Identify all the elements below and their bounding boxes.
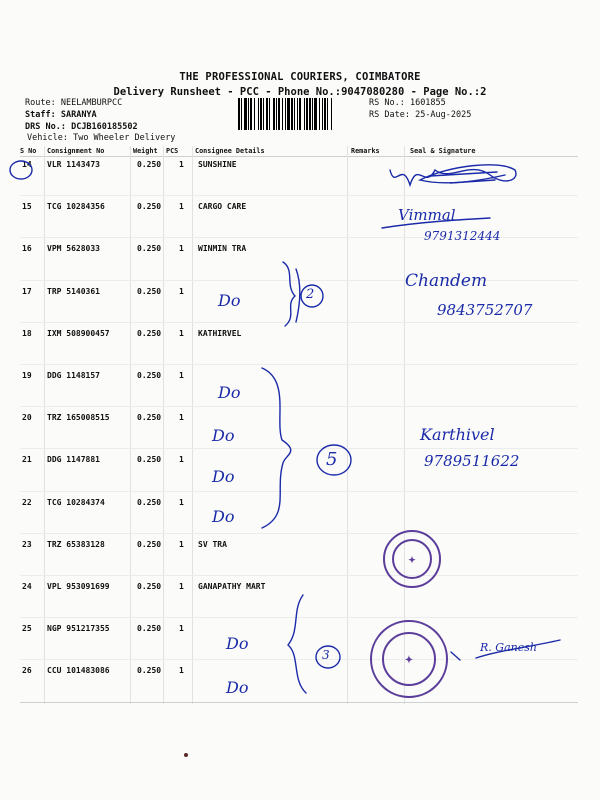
- cell-pcs: 1: [179, 539, 184, 549]
- barcode-bar: [287, 98, 290, 130]
- barcode-bar: [254, 98, 255, 130]
- staff-label: Staff:: [25, 110, 56, 120]
- signature-name: Chandem: [405, 271, 488, 291]
- ditto-mark: Do: [218, 291, 241, 310]
- column-divider: [163, 146, 164, 704]
- route-label: Route:: [25, 98, 56, 108]
- brace-mark: [288, 595, 306, 693]
- cell-weight: 0.250: [137, 624, 162, 634]
- vehicle-line: [27, 133, 175, 143]
- cell-weight: 0.250: [137, 160, 162, 169]
- row-divider: [20, 617, 578, 618]
- company-title: THE PROFESSIONAL COURIERS, COIMBATORE: [179, 71, 421, 83]
- cell-pcs: 1: [179, 413, 184, 423]
- barcode-bar: [278, 98, 280, 130]
- vehicle-value: Two Wheeler Delivery: [73, 133, 176, 143]
- cell-consignment: NGP 951217355: [47, 624, 110, 634]
- ditto-mark: Do: [212, 467, 235, 486]
- rs-no-value: 1601855: [409, 98, 446, 108]
- brace-mark: [283, 262, 295, 326]
- cell-pcs: 1: [179, 244, 184, 254]
- cell-consignment: DDG 1148157: [47, 371, 100, 380]
- cell-pcs: 1: [179, 455, 184, 465]
- cell-sno: 20: [22, 413, 32, 423]
- cell-consignee: CARGO CARE: [198, 202, 247, 212]
- barcode-bar: [285, 98, 286, 130]
- cell-weight: 0.250: [137, 497, 162, 507]
- barcode-bar: [291, 98, 293, 130]
- column-divider: [192, 146, 193, 704]
- cell-sno: 16: [22, 244, 32, 254]
- cell-consignment: CCU 101483086: [47, 666, 110, 676]
- cell-weight: 0.250: [137, 455, 162, 465]
- ditto-mark: Do: [226, 634, 249, 653]
- barcode-bar: [276, 98, 277, 130]
- ditto-mark: Do: [212, 507, 235, 526]
- cell-sno: 26: [22, 666, 32, 676]
- cell-sno: 24: [22, 582, 32, 591]
- barcode-bar: [306, 98, 308, 130]
- rs-date-value: 25-Aug-2025: [415, 110, 472, 120]
- barcode-bar: [250, 98, 252, 130]
- cell-pcs: 1: [179, 286, 184, 296]
- column-divider: [130, 146, 131, 704]
- col-header-seal: Seal & Signature: [410, 147, 476, 155]
- cell-weight: 0.250: [137, 286, 162, 296]
- cell-pcs: 1: [179, 371, 184, 380]
- vehicle-label: Vehicle:: [27, 133, 68, 143]
- route-line: [25, 98, 122, 108]
- cell-consignment: TRP 5140361: [47, 286, 100, 296]
- barcode-bar: [327, 98, 328, 130]
- drs-line: [25, 122, 138, 132]
- signature-phone: 9789511622: [424, 452, 520, 470]
- row-divider: [20, 533, 578, 534]
- header-divider: [20, 156, 578, 157]
- barcode-bar: [294, 98, 295, 130]
- ditto-mark: Do: [212, 426, 235, 445]
- col-header-weight: Weight: [133, 147, 158, 155]
- cell-sno: 14: [22, 160, 32, 169]
- cell-consignee: WINMIN TRA: [198, 244, 247, 254]
- signature-name: R. Ganesh: [480, 641, 537, 654]
- cell-consignment: TRZ 65383128: [47, 539, 105, 549]
- cell-sno: 17: [22, 286, 32, 296]
- stamp-seal: [384, 531, 440, 587]
- barcode-bar: [312, 98, 313, 130]
- signature-scribble: [430, 172, 497, 183]
- col-header-remarks: Remarks: [351, 147, 380, 155]
- row-divider: [20, 406, 578, 407]
- cell-consignee: SUNSHINE: [198, 160, 237, 169]
- signature-phone: 9791312444: [424, 229, 501, 243]
- row-divider: [20, 659, 578, 660]
- cell-pcs: 1: [179, 624, 184, 634]
- barcode-bar: [304, 98, 305, 130]
- column-divider: [347, 146, 348, 704]
- cell-consignment: DDG 1147881: [47, 455, 100, 465]
- cell-pcs: 1: [179, 582, 184, 591]
- row-divider: [20, 448, 578, 449]
- col-header-consignment: Consignment No: [47, 147, 105, 155]
- col-header-consignee: Consignee Details: [195, 147, 265, 155]
- column-divider: [44, 146, 45, 704]
- cell-consignment: VPL 953091699: [47, 582, 110, 591]
- row-divider: [20, 195, 578, 196]
- svg-text:✦: ✦: [408, 555, 416, 565]
- count-mark: 3: [322, 648, 330, 662]
- staff-line: [25, 110, 97, 120]
- signature-scribble: [390, 165, 516, 185]
- cell-weight: 0.250: [137, 582, 162, 591]
- cell-consignment: IXM 508900457: [47, 328, 110, 338]
- row-divider: [20, 280, 578, 281]
- cell-pcs: 1: [179, 160, 184, 169]
- cell-consignment: TRZ 165008515: [47, 413, 110, 423]
- barcode: [238, 98, 366, 130]
- cell-consignment: VPM 5628033: [47, 244, 100, 254]
- barcode-bar: [244, 98, 247, 130]
- count-mark: 2: [306, 287, 315, 302]
- cell-sno: 15: [22, 202, 32, 212]
- barcode-bar: [324, 98, 326, 130]
- barcode-bar: [258, 98, 259, 130]
- barcode-bar: [260, 98, 262, 130]
- cell-consignee: GANAPATHY MART: [198, 582, 266, 591]
- col-header-pcs: PCS: [166, 147, 179, 155]
- cell-weight: 0.250: [137, 244, 162, 254]
- signature-phone: 9843752707: [437, 301, 533, 319]
- cell-weight: 0.250: [137, 202, 162, 212]
- row-divider: [20, 491, 578, 492]
- barcode-bar: [269, 98, 270, 130]
- staff-value: SARANYA: [60, 110, 97, 120]
- barcode-bar: [263, 98, 264, 130]
- cell-pcs: 1: [179, 328, 184, 338]
- cell-weight: 0.250: [137, 413, 162, 423]
- cell-consignee: SV TRA: [198, 539, 227, 549]
- cell-sno: 23: [22, 539, 32, 549]
- barcode-bar: [248, 98, 249, 130]
- cell-sno: 21: [22, 455, 32, 465]
- svg-text:✦: ✦: [404, 655, 414, 666]
- cell-weight: 0.250: [137, 371, 162, 380]
- cell-pcs: 1: [179, 666, 184, 676]
- row-divider: [20, 322, 578, 323]
- cell-sno: 25: [22, 624, 32, 634]
- barcode-bar: [314, 98, 317, 130]
- barcode-bar: [238, 98, 240, 130]
- col-header-sno: S No: [20, 147, 37, 155]
- cell-consignment: TCG 10284356: [47, 202, 105, 212]
- count-mark: 5: [326, 449, 338, 470]
- route-value: NEELAMBURPCC: [60, 98, 123, 108]
- ditto-mark: Do: [218, 383, 241, 402]
- table-bottom-line: [20, 702, 578, 703]
- signature-name: Vimmal: [398, 206, 456, 224]
- rs-no-line: [369, 98, 446, 108]
- cell-pcs: 1: [179, 202, 184, 212]
- rs-date-label: RS Date:: [369, 110, 410, 120]
- cell-consignment: TCG 10284374: [47, 497, 105, 507]
- cell-sno: 22: [22, 497, 32, 507]
- column-divider: [404, 146, 405, 704]
- cell-consignee: KATHIRVEL: [198, 328, 242, 338]
- drs-label: DRS No.:: [25, 122, 66, 132]
- runsheet-subtitle: Delivery Runsheet - PCC - Phone No.:9047080280 - Page No.:2: [113, 86, 487, 98]
- barcode-bar: [331, 98, 332, 130]
- cell-weight: 0.250: [137, 539, 162, 549]
- signature-name: Karthivel: [420, 425, 495, 444]
- barcode-bar: [319, 98, 320, 130]
- barcode-bar: [309, 98, 311, 130]
- cell-weight: 0.250: [137, 328, 162, 338]
- barcode-bar: [322, 98, 323, 130]
- row-divider: [20, 575, 578, 576]
- rs-no-label: RS No.:: [369, 98, 405, 108]
- drs-value: DCJB160185502: [71, 122, 138, 132]
- row-divider: [20, 364, 578, 365]
- cell-weight: 0.250: [137, 666, 162, 676]
- ink-dot: [184, 753, 188, 757]
- barcode-bar: [266, 98, 268, 130]
- barcode-bar: [241, 98, 242, 130]
- ditto-mark: Do: [226, 678, 249, 697]
- cell-pcs: 1: [179, 497, 184, 507]
- cell-sno: 19: [22, 371, 32, 380]
- barcode-bar: [282, 98, 283, 130]
- barcode-bar: [297, 98, 298, 130]
- barcode-bar: [273, 98, 275, 130]
- cell-consignment: VLR 1143473: [47, 160, 100, 169]
- rs-date-line: [369, 110, 471, 120]
- barcode-bar: [299, 98, 301, 130]
- cell-sno: 18: [22, 328, 32, 338]
- brace-mark: [296, 269, 300, 322]
